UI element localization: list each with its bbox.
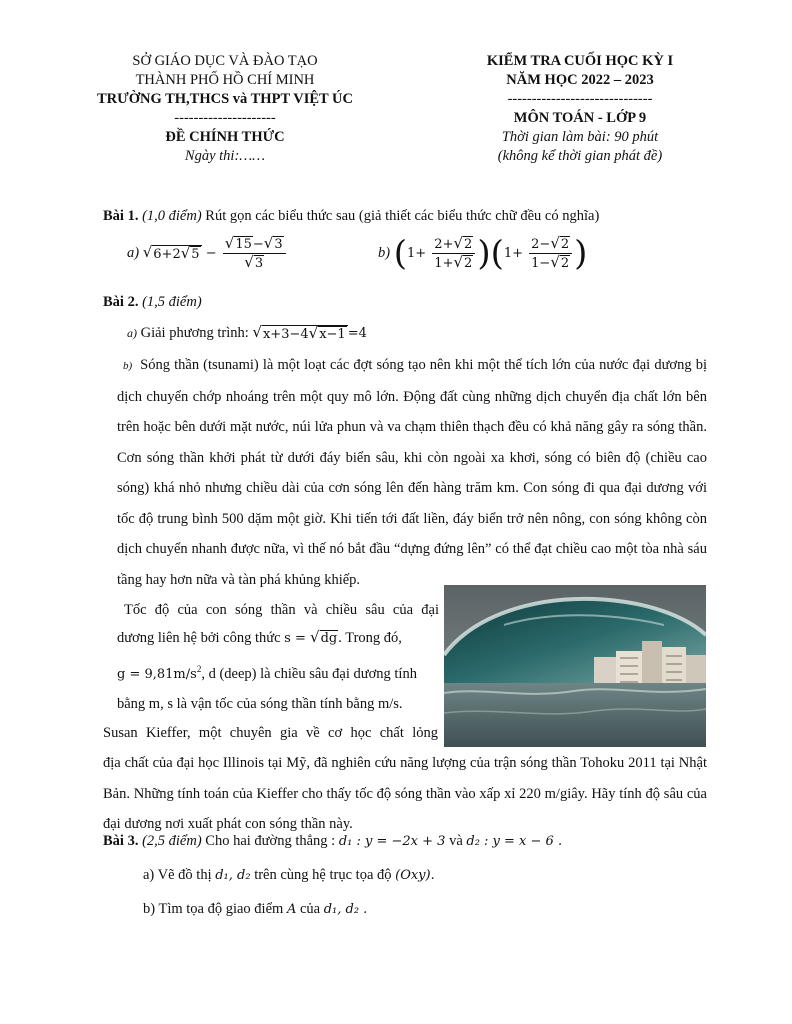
bai1-expr-b: b) (1+ 2+ √ 2 1+ √ 2 )(1+ 2− √ 2 1− √ 2 ) [378, 233, 588, 274]
formula-s: s = [284, 631, 306, 646]
a-num1: 15 [235, 237, 252, 252]
bai3-b [143, 901, 367, 918]
b-num1: 2+ [434, 237, 454, 252]
header-divider-right: ------------------------------ [507, 91, 653, 107]
bai3-text: Cho hai đường thẳng : [205, 833, 336, 849]
a-minus: − [205, 246, 217, 261]
bai2-heading [103, 293, 202, 312]
exam-header [430, 52, 730, 166]
b-den2: 1− [531, 256, 551, 271]
line-d2: d₂ : y = x − 6 . [466, 834, 563, 849]
city-name: THÀNH PHỐ HỒ CHÍ MINH [135, 72, 315, 88]
formula-intro: dương liên hệ bởi công thức [117, 630, 281, 646]
tsunami-image [444, 585, 706, 747]
bai3-heading [103, 833, 562, 850]
bai3-a-vars: d₁, d₂ [215, 868, 251, 883]
school-year: NĂM HỌC 2022 – 2023 [506, 72, 654, 88]
bai3-label: Bài 3. [103, 833, 139, 849]
bai1-points: (1,0 điểm) [142, 208, 202, 224]
bai2-equation: √ x+3−4 √ x−1 =4 [252, 323, 367, 342]
bai2-b-text1: Sóng thần (tsunami) là một loạt các đợt sóng tạo nên khi một thể tích lớn của nước đại dương bị dịch chuyển chớp nhoáng trên một quy mô lớn. Động đất cùng những dịch chuyển địa chất lớn bên trên hoặc bên dưới mặt nước, núi lửa phun và va chạm thiên thạch đều có khả năng gây ra sóng thần. Cơn sóng thần khởi phát từ dưới đáy biển sâu, khi còn ngoài xa khơi, sóng có biên độ (chiều cao sóng) khá nhỏ nhưng chiều dài của cơn sóng lên đến hàng trăm km. Con sóng đi qua đại dương với tốc độ trung bình 500 dặm một giờ. Khi tiến tới đất liền, đáy biển trở nên nông, con sóng không còn dịch chuyển nhanh được nữa, vì thế nó bắt đầu “dựng đứng lên” có thể đạt chiều cao một tòa nhà sáu tầng hay hơn nữa và tàn phá khủng khiếp. [117, 357, 707, 588]
bai3-a-text: Vẽ đồ thị [157, 867, 212, 883]
bai3-and: và [449, 833, 463, 849]
a-num-minus: − [252, 237, 264, 252]
bai3-b-vars: d₁, d₂ . [323, 902, 368, 917]
bai1-expr-a [127, 236, 288, 271]
speed-formula: s = √ dg [284, 628, 338, 646]
b-num2: 2− [531, 237, 551, 252]
formula-trailer: . Trong đó, [338, 630, 402, 646]
official-exam-label: ĐỀ CHÍNH THỨC [165, 129, 285, 145]
bai2-b-paragraph2: địa chất của đại học Illinois tại Mỹ, đã nghiên cứu năng lượng của trận sóng thần Tohoku 2011 tại Nhật Bản. Những tính toán của Kieffer cho thấy tốc độ sóng thần vào xấp xỉ 220 m/giây. Hãy tính độ sâu của đại dương nơi xuất phát con sóng thần này. [103, 755, 707, 832]
b-den1: 1+ [434, 256, 454, 271]
bai2-b-paragraph1 [117, 350, 707, 595]
bai2-b-line1: Tốc độ của con sóng thần và chiều sâu của đại [124, 602, 439, 618]
a-den: 3 [254, 256, 264, 271]
eq-inner2: x−1 [319, 327, 346, 342]
header-divider-left: --------------------- [174, 110, 276, 126]
exam-title: KIỂM TRA CUỐI HỌC KỲ I [486, 53, 674, 69]
bai1-a-label: a) [127, 245, 140, 261]
bai3-points: (2,5 điểm) [142, 833, 202, 849]
bai3-a-text2: trên cùng hệ trục tọa độ [254, 867, 392, 883]
b-den1-r: 2 [464, 256, 473, 271]
a-fraction: √ 15 − √ 3 √ 3 [223, 236, 286, 271]
bai2-points: (1,5 điểm) [142, 294, 202, 310]
bai2-label: Bài 2. [103, 294, 139, 310]
exam-duration: Thời gian làm bài: 90 phút [501, 129, 659, 145]
a-num2: 3 [274, 237, 283, 252]
b-fraction-1: 2+ √ 2 1+ √ 2 [432, 236, 475, 271]
bai3-b-text2: của [299, 901, 321, 917]
bai3-b-text: Tìm tọa độ giao điểm [158, 901, 284, 917]
coordinate-system: (Oxy). [395, 868, 435, 883]
bai2-a [127, 325, 367, 342]
b-num1-r: 2 [464, 237, 473, 252]
gravity-value: g = 9,81m/s [117, 666, 197, 682]
sqrt-expression: √ 6+2 √ 5 [142, 243, 200, 262]
bai2-b-label: b) [123, 360, 133, 372]
school-header [70, 52, 380, 166]
school-name: TRƯỜNG TH,THCS và THPT VIỆT ÚC [97, 91, 353, 107]
formula-radicand: dg [320, 631, 338, 646]
b-fraction-2: 2− √ 2 1− √ 2 [529, 236, 572, 271]
gravity-exponent: 2 [196, 664, 202, 674]
bai1-heading [103, 207, 599, 226]
exam-date: Ngày thi:…… [184, 148, 266, 164]
bai2-a-label: a) [127, 326, 137, 340]
bai2-b-line2 [117, 630, 402, 647]
point-a: A [286, 902, 297, 917]
b-num2-r: 2 [560, 237, 570, 252]
line-d1: d₁ : y = −2x + 3 [338, 834, 446, 849]
b-one-plus-2: 1+ [503, 246, 524, 261]
b-one-plus-1: 1+ [406, 246, 427, 261]
bai2-b-line5: Susan Kieffer, một chuyên gia về cơ học chất lỏng [103, 725, 438, 741]
a-inner-radicand: 5 [191, 247, 200, 262]
eq-inner: x+3−4 [262, 327, 309, 342]
duration-note: (không kể thời gian phát đề) [497, 148, 663, 164]
bai1-b-label: b) [378, 245, 391, 261]
bai2-b-line3 [117, 664, 417, 683]
department-name: SỞ GIÁO DỤC VÀ ĐÀO TẠO [132, 53, 318, 69]
subject-grade: MÔN TOÁN - LỚP 9 [513, 110, 647, 126]
bai3-b-label: b) [143, 901, 156, 917]
bai1-label: Bài 1. [103, 208, 139, 224]
bai3-a [143, 867, 435, 884]
bai1-text: Rút gọn các biểu thức sau (giả thiết các biểu thức chữ đều có nghĩa) [205, 208, 600, 224]
bai2-a-text: Giải phương trình: [140, 325, 249, 341]
depth-definition: , d (deep) là chiều sâu đại dương tính [201, 665, 417, 682]
bai2-b-line4: bằng m, s là vận tốc của sóng thần tính bằng m/s. [117, 696, 403, 712]
bai3-a-label: a) [143, 867, 155, 883]
a-radicand: 6+2 [153, 247, 181, 262]
eq-rhs: =4 [347, 326, 367, 341]
b-den2-r: 2 [560, 256, 570, 271]
